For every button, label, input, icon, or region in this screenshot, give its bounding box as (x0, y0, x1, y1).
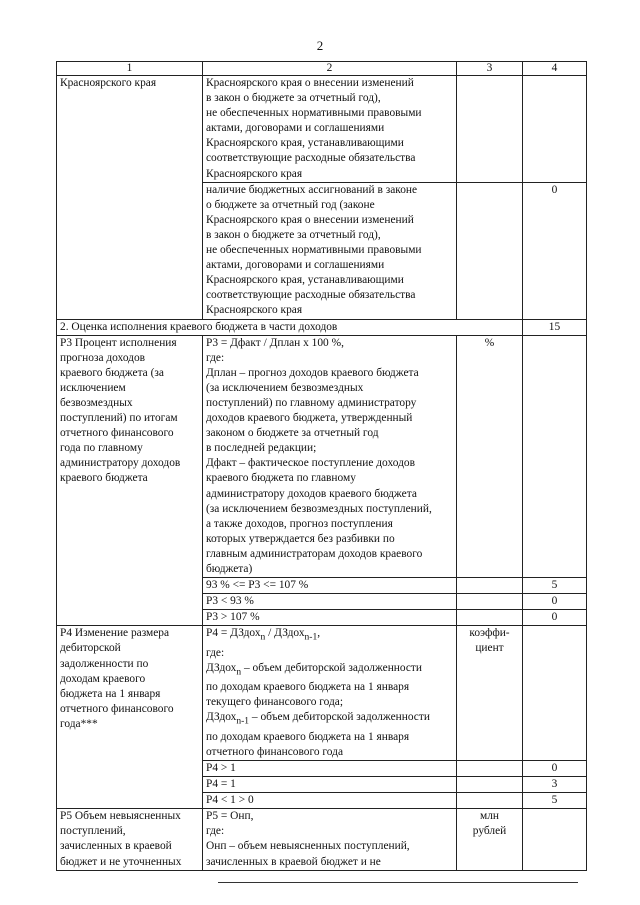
p4-where: где: (206, 646, 225, 659)
row2-score: 0 (523, 182, 587, 319)
p3-score-3: 0 (523, 610, 587, 626)
p4-def1-sub: n (236, 667, 242, 678)
p5-score (523, 809, 587, 870)
p3-score-2: 0 (523, 594, 587, 610)
p5-unit: млн рублей (457, 809, 523, 870)
p4-score-2: 3 (523, 777, 587, 793)
p4-name: P4 Изменение размера дебиторской задолженности по доходам краевого бюджета на 1 января отчетного финансового года*** (57, 626, 203, 809)
header-col-1: 1 (57, 62, 203, 76)
row1-score (523, 76, 587, 183)
p3-condition-3: P3 > 107 % (203, 610, 457, 626)
p5-name: P5 Объем невыясненных поступлений, зачисленных в краевой бюджет и не уточненных (57, 809, 203, 870)
section-row (57, 319, 587, 335)
table-row (57, 76, 587, 183)
table-row (57, 335, 587, 578)
row1-unit (457, 76, 523, 183)
page-number: 2 (316, 38, 324, 53)
p3-unit-1 (457, 578, 523, 594)
p4-unit: коэффи- циент (457, 626, 523, 761)
p4-formula-b: / ДЗдох (265, 627, 305, 640)
p4-formula-a: P4 = ДЗдох (206, 627, 261, 640)
section-2-title: 2. Оценка исполнения краевого бюджета в части доходов (57, 319, 523, 335)
p4-formula-sub-n1: n-1 (304, 632, 318, 643)
p4-def1-a: ДЗдох (206, 661, 237, 674)
row2-unit (457, 182, 523, 319)
p4-condition-1: P4 > 1 (203, 760, 457, 776)
p3-condition-1: 93 % <= P3 <= 107 % (203, 578, 457, 594)
p4-formula (203, 626, 457, 761)
p4-formula-sub-n: n (260, 632, 266, 643)
p4-def2-sub: n-1 (236, 716, 250, 727)
table-row (57, 626, 587, 761)
p4-def1-b: – объем дебиторской задолженности по доходам краевого бюджета на 1 января текущего финансового года; (206, 661, 423, 709)
p3-score (523, 335, 587, 578)
p4-score-3: 5 (523, 793, 587, 809)
p4-condition-3: P4 < 1 > 0 (203, 793, 457, 809)
table-row (57, 809, 587, 870)
p5-formula: P5 = Онп, где: Онп – объем невыясненных поступлений, зачисленных в краевой бюджет и не (203, 809, 457, 870)
p4-score (523, 626, 587, 761)
row1-name: Красноярского края (57, 76, 203, 320)
section-2-points: 15 (523, 319, 587, 335)
p4-unit-3 (457, 793, 523, 809)
p4-def2-a: ДЗдох (206, 711, 237, 724)
header-col-3: 3 (457, 62, 523, 76)
p3-unit: % (457, 335, 523, 578)
p4-score-1: 0 (523, 760, 587, 776)
p4-condition-2: P4 = 1 (203, 777, 457, 793)
header-col-4: 4 (523, 62, 587, 76)
header-row (57, 62, 587, 76)
p4-unit-2 (457, 777, 523, 793)
p3-unit-3 (457, 610, 523, 626)
p3-formula: P3 = Дфакт / Дплан x 100 %, где: Дплан – прогноз доходов краевого бюджета (за исключением безвозмездных поступлений) по главному администратору доходов краевого бюджета, утвержденный законом о бюджете за отчетный год в последней редакции; Дфакт – фактическое поступление доходов краевого бюджета по главному администратору доходов краевого бюджета (за исключением безвозмездных поступлений, а также доходов, прогноз поступления которых утверждается без разбивки по главным администраторам доходов краевого бюджета) (203, 335, 457, 578)
row2-description: наличие бюджетных ассигнований в законе о бюджете за отчетный год (законе Красноярского края о внесении изменений в закон о бюджете за отчетный год), не обеспеченных нормативными правовыми актами, договорами и соглашениями Красноярского края, устанавливающими соответствующие расходные обязательства Красноярского края (203, 182, 457, 319)
p4-formula-end: , (317, 627, 321, 640)
p3-unit-2 (457, 594, 523, 610)
p4-unit-1 (457, 760, 523, 776)
header-col-2: 2 (203, 62, 457, 76)
bottom-rule (218, 882, 578, 883)
p3-score-1: 5 (523, 578, 587, 594)
p4-def2-b: – объем дебиторской задолженности по доходам краевого бюджета на 1 января отчетного финансового года (206, 711, 430, 758)
p3-condition-2: P3 < 93 % (203, 594, 457, 610)
p3-name: P3 Процент исполнения прогноза доходов краевого бюджета (за исключением безвозмездных поступлений) по итогам отчетного финансового года по главному администратору доходов краевого бюджета (57, 335, 203, 626)
criteria-table (56, 61, 587, 871)
row1-description: Красноярского края о внесении изменений в закон о бюджете за отчетный год), не обеспеченных нормативными правовыми актами, договорами и соглашениями Красноярского края, устанавливающими соответствующие расходные обязательства Красноярского края (203, 76, 457, 183)
